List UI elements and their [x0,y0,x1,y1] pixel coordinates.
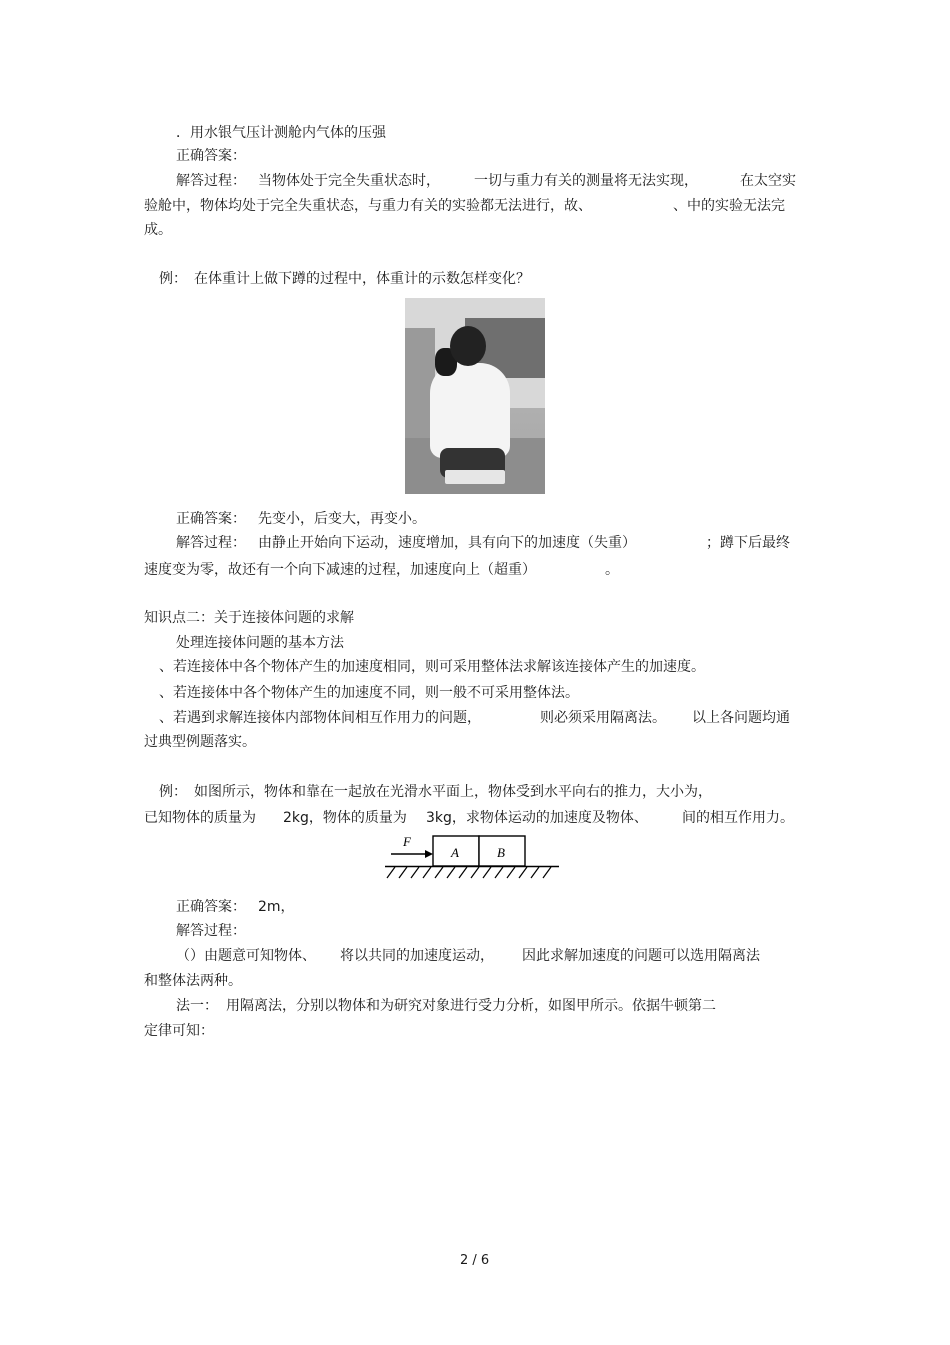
ground-hatching [387,867,551,878]
answer-label: 正确答案： [176,511,246,527]
solution-text: 在太空实 [740,173,796,189]
force-arrow-icon [391,850,433,858]
method-item: 以上各问题均通 [692,710,790,726]
solution-text: 速度变为零，故还有一个向下减速的过程，加速度向上（超重） [144,562,536,578]
photo-person-body [430,363,510,458]
example-question: 在体重计上做下蹲的过程中，体重计的示数怎样变化？ [194,271,530,287]
method-label: 法一： [176,998,218,1014]
example-label: 例： [159,784,187,800]
method-item: 、若连接体中各个物体产生的加速度相同，则可采用整体法求解该连接体产生的加速度。 [159,659,705,675]
solution-label: 解答过程： [176,173,246,189]
example-label: 例： [159,271,187,287]
example-question: 2kg，物体的质量为 [283,810,407,826]
example-question: 3kg，求物体运动的加速度及物体、 [426,810,648,826]
answer-text: 2m， [258,899,295,915]
method-item: 则必须采用隔离法。 [540,710,666,726]
photo-scale [445,470,505,484]
method-item: 、若连接体中各个物体产生的加速度不同，则一般不可采用整体法。 [159,685,579,701]
solution-text: 当物体处于完全失重状态时， [258,173,440,189]
solution-text: 、中的实验无法完 [673,198,785,214]
subheading: 处理连接体问题的基本方法 [176,635,344,651]
solution-text: 和整体法两种。 [144,973,242,989]
solution-text: 因此求解加速度的问题可以选用隔离法 [522,948,760,964]
method-item: 、若遇到求解连接体内部物体间相互作用力的问题， [159,710,481,726]
blocks-figure [383,832,563,884]
solution-text: 用隔离法，分别以物体和为研究对象进行受力分析，如图甲所示。依据牛顿第二 [226,998,716,1014]
solution-text: 由静止开始向下运动，速度增加，具有向下的加速度（失重） [258,535,636,551]
answer-label: 正确答案： [176,148,246,164]
example-question: 如图所示，物体和靠在一起放在光滑水平面上，物体受到水平向右的推力，大小为， [194,784,712,800]
solution-text: （）由题意可知物体、 [176,948,316,964]
method-item: 过典型例题落实。 [144,734,256,750]
solution-text: 验舱中，物体均处于完全失重状态，与重力有关的实验都无法进行，故、 [144,198,592,214]
example-question: 间的相互作用力。 [682,810,794,826]
block-a-label: A [451,845,459,860]
force-label: F [403,834,411,849]
page-number: 2 / 6 [460,1253,490,1268]
solution-text: ；蹲下后最终 [706,535,790,551]
photo-person-head [450,326,486,366]
section-heading: 知识点二：关于连接体问题的求解 [144,610,354,626]
answer-label: 正确答案： [176,899,246,915]
example-question: 已知物体的质量为 [144,810,256,826]
block-b-label: B [497,845,505,860]
solution-label: 解答过程： [176,923,246,939]
solution-label: 解答过程： [176,535,246,551]
answer-text: 先变小，后变大，再变小。 [258,511,426,527]
squatting-photo [405,298,545,494]
solution-text: 将以共同的加速度运动， [340,948,494,964]
solution-text: 。 [605,562,619,578]
option-text: ．用水银气压计测舱内气体的压强 [176,125,386,141]
solution-text: 定律可知： [144,1023,214,1039]
solution-text: 一切与重力有关的测量将无法实现， [474,173,698,189]
solution-text: 成。 [144,222,172,238]
